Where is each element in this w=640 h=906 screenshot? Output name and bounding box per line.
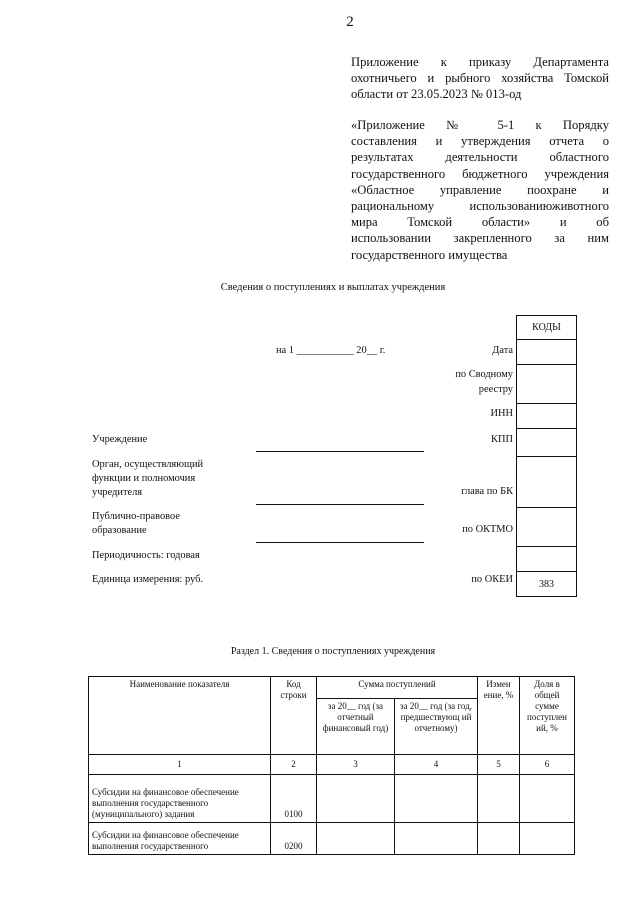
label-inn: ИНН (490, 408, 513, 419)
codes-table (516, 315, 577, 597)
institution-line[interactable] (256, 451, 424, 452)
label-ppo-1: Публично-правовое (92, 511, 180, 522)
codes-header: КОДЫ (517, 316, 577, 340)
appendix2-line: государственного бюджетного учреждения (351, 166, 609, 181)
code-okei-cell: 383 (517, 572, 577, 597)
organ-line[interactable] (256, 504, 424, 505)
label-ppo-2: образование (92, 525, 147, 536)
label-organ-2: функции и полномочия (92, 473, 196, 484)
label-organ-1: Орган, осуществляющий (92, 459, 204, 470)
row-name: Субсидии на финансовое обеспечение выполнения государственного (89, 823, 271, 855)
header-change: Измен ение, % (478, 677, 520, 755)
col-num: 6 (520, 755, 575, 775)
code-empty-cell[interactable] (517, 547, 577, 572)
header-sum-current: за 20__ год (за отчетный финансовый год) (317, 699, 395, 755)
value-cell[interactable] (520, 823, 575, 855)
value-cell[interactable] (478, 823, 520, 855)
value-cell[interactable] (520, 775, 575, 823)
value-cell[interactable] (395, 775, 478, 823)
code-kpp-cell[interactable] (517, 429, 577, 457)
label-periodicity: Периодичность: годовая (92, 550, 200, 561)
value-cell[interactable] (317, 775, 395, 823)
value-cell[interactable] (317, 823, 395, 855)
appendix2-line: «Областное управление поохране и (351, 182, 609, 197)
row-code: 0200 (271, 823, 317, 855)
appendix-description (351, 117, 609, 263)
code-date-cell[interactable] (517, 340, 577, 365)
appendix2-line: составления и утверждения отчета о (351, 134, 609, 149)
table-row (89, 775, 575, 823)
label-kpp: КПП (491, 434, 513, 445)
header-code: Код строки (271, 677, 317, 755)
col-num: 5 (478, 755, 520, 775)
row-code: 0100 (271, 775, 317, 823)
col-num: 2 (271, 755, 317, 775)
appendix2-line: результатах деятельности областного (351, 150, 609, 165)
label-institution: Учреждение (92, 434, 148, 445)
col-num: 3 (317, 755, 395, 775)
label-svod-1: по Сводному (455, 369, 513, 380)
label-oktmo: по ОКТМО (462, 524, 513, 535)
code-svod-cell[interactable] (517, 365, 577, 404)
appendix2-line: мира Томской области» и об (351, 215, 609, 230)
label-date: Дата (492, 345, 513, 356)
code-oktmo-cell[interactable] (517, 508, 577, 547)
value-cell[interactable] (478, 775, 520, 823)
code-inn-cell[interactable] (517, 404, 577, 429)
label-glava: глава по БК (461, 486, 513, 497)
form-title: Сведения о поступлениях и выплатах учреждения (220, 282, 446, 293)
table-row (89, 823, 575, 855)
report-date-line: на 1 ___________ 20__ г. (276, 345, 386, 356)
appendix-reference (351, 54, 609, 103)
header-name: Наименование показателя (89, 677, 271, 755)
code-glava-cell[interactable] (517, 457, 577, 508)
section-title: Раздел 1. Сведения о поступлениях учреждения (230, 646, 436, 657)
receipts-table (88, 676, 575, 855)
header-sum-previous: за 20__ год (за год, предшествующ ий отчетному) (395, 699, 478, 755)
appendix2-line: «Приложение № 5-1 к Порядку (351, 118, 609, 132)
col-num: 1 (89, 755, 271, 775)
appendix-line: области от 23.05.2023 № 013-од (351, 87, 522, 102)
appendix2-line: государственного имущества (351, 247, 508, 262)
page-number: 2 (346, 14, 354, 30)
header-sum: Сумма поступлений (317, 677, 478, 699)
header-share: Доля в общей сумме поступлен ий, % (520, 677, 575, 755)
label-organ-3: учредителя (92, 487, 143, 498)
row-name: Субсидии на финансовое обеспечение выполнения государственного (муниципального) задания (89, 775, 271, 823)
value-cell[interactable] (395, 823, 478, 855)
ppo-line[interactable] (256, 542, 424, 543)
appendix-line: Приложение к приказу Департамента (351, 55, 609, 69)
col-num: 4 (395, 755, 478, 775)
appendix2-line: рациональному использованиюживотного (351, 199, 609, 214)
appendix2-line: использовании закрепленного за ним (351, 231, 609, 246)
label-unit: Единица измерения: руб. (92, 574, 203, 585)
label-okei: по ОКЕИ (471, 574, 513, 585)
appendix-line: охотничьего и рыбного хозяйства Томской (351, 71, 609, 86)
label-svod-2: реестру (478, 384, 513, 395)
